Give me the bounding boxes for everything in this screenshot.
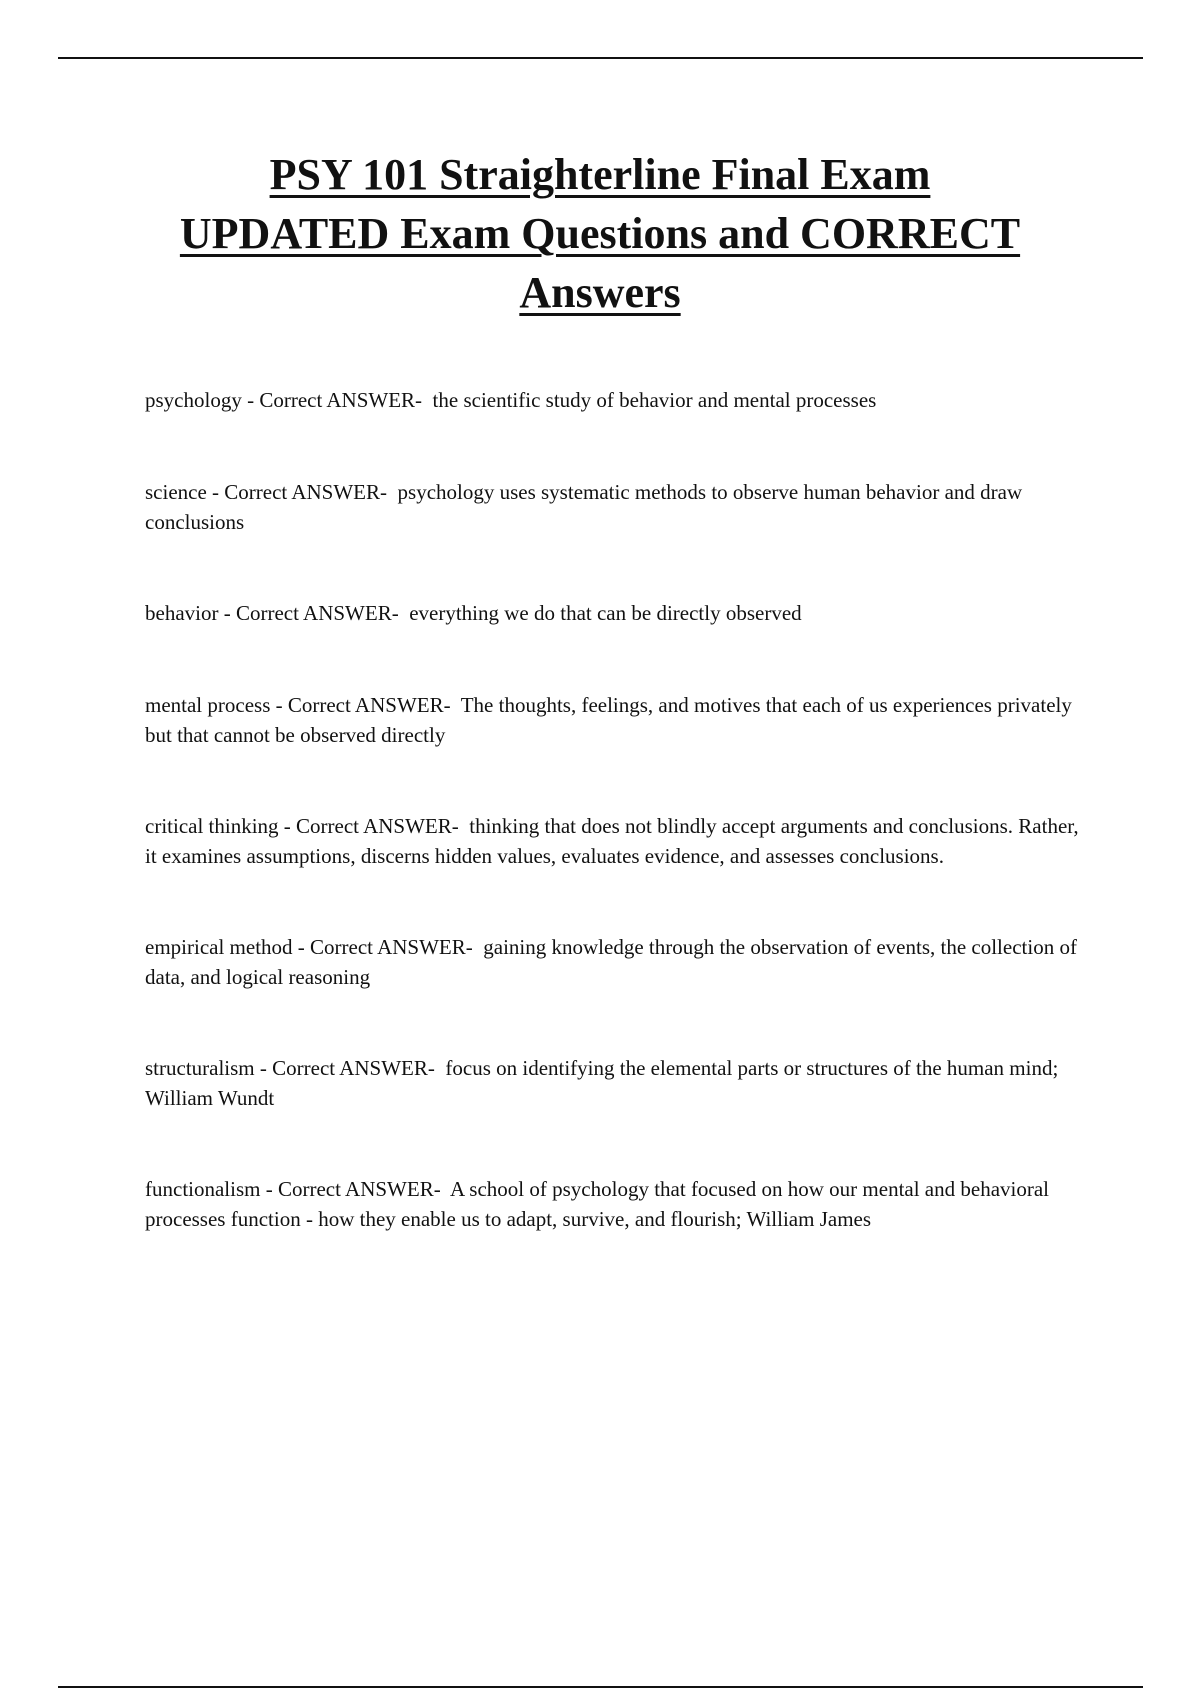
entry-term: mental process bbox=[145, 693, 271, 717]
qa-entry-empirical-method bbox=[145, 932, 1090, 992]
title-line-3: Answers bbox=[519, 268, 681, 317]
entry-term: behavior bbox=[145, 601, 219, 625]
qa-entry-behavior bbox=[145, 598, 1090, 628]
entry-term: psychology bbox=[145, 388, 242, 412]
entry-definition: the scientific study of behavior and mental processes bbox=[432, 388, 877, 412]
entry-term: empirical method bbox=[145, 935, 293, 959]
title-line-2: UPDATED Exam Questions and CORRECT bbox=[179, 209, 1021, 258]
page-title bbox=[80, 145, 1120, 322]
entry-separator: - Correct ANSWER- bbox=[241, 388, 433, 412]
qa-entry-functionalism bbox=[145, 1174, 1090, 1234]
entry-definition: gaining knowledge through the observation of events, the collection of data, and logical reasoning bbox=[145, 935, 1077, 989]
entry-definition: A school of psychology that focused on how our mental and behavioral processes function - how they enable us to adapt, survive, and flourish; William James bbox=[145, 1177, 1049, 1231]
entry-definition: everything we do that can be directly observed bbox=[409, 601, 802, 625]
entry-term: critical thinking bbox=[145, 814, 279, 838]
qa-entry-psychology bbox=[145, 385, 1090, 415]
entry-separator: - Correct ANSWER- bbox=[254, 1056, 446, 1080]
qa-entry-mental-process bbox=[145, 690, 1090, 750]
entry-term: functionalism bbox=[145, 1177, 261, 1201]
entry-definition: The thoughts, feelings, and motives that each of us experiences privately but that cannot be observed directly bbox=[145, 693, 1072, 747]
title-line-1: PSY 101 Straighterline Final Exam bbox=[269, 150, 931, 199]
entry-definition: thinking that does not blindly accept arguments and conclusions. Rather, it examines assumptions, discerns hidden values, evaluates evidence, and assesses conclusions. bbox=[145, 814, 1079, 868]
entry-definition: psychology uses systematic methods to observe human behavior and draw conclusions bbox=[145, 480, 1023, 534]
entry-separator: - Correct ANSWER- bbox=[292, 935, 484, 959]
entry-separator: - Correct ANSWER- bbox=[218, 601, 410, 625]
qa-entry-critical-thinking bbox=[145, 811, 1090, 871]
top-rule bbox=[58, 57, 1143, 59]
entry-separator: - Correct ANSWER- bbox=[206, 480, 398, 504]
entry-separator: - Correct ANSWER- bbox=[278, 814, 470, 838]
entry-term: science bbox=[145, 480, 207, 504]
entry-separator: - Correct ANSWER- bbox=[270, 693, 461, 717]
entry-separator: - Correct ANSWER- bbox=[260, 1177, 451, 1201]
qa-entry-science bbox=[145, 477, 1090, 537]
entry-term: structuralism bbox=[145, 1056, 255, 1080]
qa-entry-structuralism bbox=[145, 1053, 1090, 1113]
bottom-rule bbox=[58, 1686, 1143, 1688]
qa-list bbox=[145, 385, 1090, 1234]
entry-definition: focus on identifying the elemental parts or structures of the human mind; William Wundt bbox=[145, 1056, 1059, 1110]
